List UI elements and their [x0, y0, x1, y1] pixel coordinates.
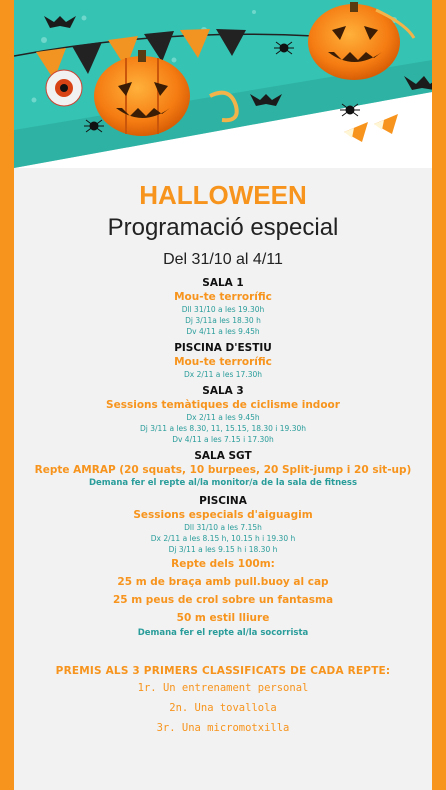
schedule-line: Dx 2/11 a les 8.15 h, 10.15 h i 19.30 h [150, 534, 296, 543]
schedule-line: Dx 2/11 a les 9.45h [186, 413, 260, 422]
eyeball-icon [46, 70, 82, 106]
prize-item: 2n. Una tovallola [169, 702, 277, 714]
section-activity-sala1: Mou-te terrorífic [174, 291, 272, 303]
halloween-banner [14, 0, 432, 168]
event-title: HALLOWEEN [139, 180, 307, 210]
repte-item: 50 m estil lliure [176, 612, 270, 624]
section-title-piscina-estiu: PISCINA D'ESTIU [174, 342, 272, 354]
section-title-sala-sgt: SALA SGT [194, 450, 252, 462]
prizes-heading: PREMIS ALS 3 PRIMERS CLASSIFICATS DE CADA REPTE: [55, 665, 391, 677]
section-title-piscina: PISCINA [199, 495, 247, 507]
program-content [14, 176, 432, 738]
section-title-sala3: SALA 3 [202, 385, 244, 397]
schedule-line: Dx 2/11 a les 17.30h [183, 370, 263, 379]
schedule-line: Dj 3/11 a les 8.30, 11, 15.15, 18.30 i 19.30h [139, 424, 306, 433]
section-activity-sala3: Sessions temàtiques de ciclisme indoor [106, 399, 340, 411]
repte-title: Repte dels 100m: [171, 558, 275, 570]
section-activity-piscina-estiu: Mou-te terrorífic [174, 356, 272, 368]
repte-item: 25 m peus de crol sobre un fantasma [112, 594, 334, 606]
schedule-line: Dll 31/10 a les 19.30h [181, 305, 265, 314]
schedule-line: Dll 31/10 a les 7.15h [184, 523, 262, 532]
schedule-line: Dv 4/11 a les 7.15 i 17.30h [172, 435, 274, 444]
section-activity-sala-sgt: Repte AMRAP (20 squats, 10 burpees, 20 Split-jump i 20 sit-up) [34, 464, 412, 476]
halloween-banner-illustration [14, 0, 432, 168]
event-subtitle: Programació especial [107, 214, 339, 241]
section-note-piscina: Demana fer el repte al/la socorrista [137, 628, 309, 638]
repte-item: 25 m de braça amb pull.buoy al cap [117, 576, 329, 588]
schedule-line: Dj 3/11 a les 9.15 h i 18.30 h [168, 545, 278, 554]
schedule-line: Dv 4/11 a les 9.45h [186, 327, 260, 336]
section-note-sala-sgt: Demana fer el repte al/la monitor/a de la sala de fitness [88, 478, 358, 488]
section-activity-piscina: Sessions especials d'aiguagim [133, 509, 313, 521]
event-dates: Del 31/10 al 4/11 [163, 251, 283, 268]
schedule-line: Dj 3/11a les 18.30 h [185, 316, 261, 325]
section-title-sala1: SALA 1 [202, 277, 244, 289]
prize-item: 1r. Un entrenament personal [137, 682, 309, 694]
prize-item: 3r. Una micromotxilla [156, 722, 290, 734]
